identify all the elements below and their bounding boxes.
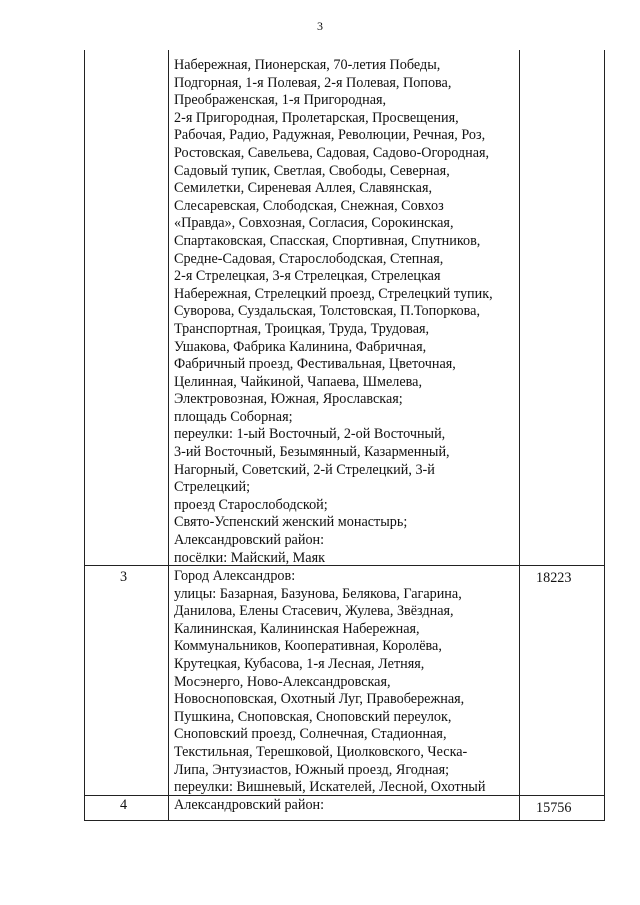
text-line: Преображенская, 1-я Пригородная,	[174, 92, 387, 109]
text-line: 3-ий Восточный, Безымянный, Казарменный,	[174, 444, 450, 461]
text-line: проезд Старослободской;	[174, 496, 328, 513]
table-column-divider-1	[168, 50, 169, 821]
text-line: Липа, Энтузиастов, Южный проезд, Ягодная;	[174, 761, 450, 778]
text-line: Александровский район:	[174, 797, 325, 813]
text-line: «Правда», Совхозная, Согласия, Сорокинская,	[174, 215, 454, 232]
text-line: Набережная, Стрелецкий проезд, Стрелецкий тупик,	[174, 285, 493, 302]
continued-row-streets	[174, 57, 514, 567]
text-line: переулки: 1-ый Восточный, 2-ой Восточный,	[174, 426, 446, 443]
text-line: Стрелецкий;	[174, 479, 251, 496]
table-column-divider-2	[519, 50, 520, 821]
row-3-voter-count: 18223	[536, 570, 572, 586]
text-line: переулки: Вишневый, Искателей, Лесной, Охотный	[174, 779, 486, 796]
text-line: Данилова, Елены Стасевич, Жулева, Звёздная,	[174, 603, 454, 620]
text-line: Электровозная, Южная, Ярославская;	[174, 391, 403, 408]
text-line: Подгорная, 1-я Полевая, 2-я Полевая, Попова,	[174, 74, 452, 91]
text-line: Садовый тупик, Светлая, Свободы, Северная,	[174, 162, 450, 179]
text-line: Крутецкая, Кубасова, 1-я Лесная, Летняя,	[174, 655, 425, 672]
text-line: Спартаковская, Спасская, Спортивная, Спутников,	[174, 232, 481, 249]
text-line: улицы: Базарная, Базунова, Белякова, Гагарина,	[174, 585, 462, 602]
table-bottom-border	[84, 820, 605, 821]
text-line: Текстильная, Терешковой, Циолковского, Ческа-	[174, 743, 468, 760]
text-line: Суворова, Суздальская, Толстовская, П.Топоркова,	[174, 303, 481, 320]
text-line: Средне-Садовая, Старослободская, Степная,	[174, 250, 444, 267]
text-line: площадь Соборная;	[174, 408, 293, 425]
row-4-number: 4	[120, 797, 128, 813]
text-line: Ростовская, Савельева, Садовая, Садово-Огородная,	[174, 144, 490, 161]
text-line: Фабричный проезд, Фестивальная, Цветочная,	[174, 356, 456, 373]
text-line: Слесаревская, Слободская, Снежная, Совхоз	[174, 197, 444, 214]
text-line: Пушкина, Сноповская, Сноповский переулок,	[174, 708, 452, 725]
row-4-voter-count: 15756	[536, 800, 572, 816]
text-line: Ушакова, Фабрика Калинина, Фабричная,	[174, 338, 427, 355]
text-line: Рабочая, Радио, Радужная, Революции, Речная, Роз,	[174, 127, 486, 144]
row-3-number: 3	[120, 569, 128, 585]
text-line: Свято-Успенский женский монастырь;	[174, 514, 408, 531]
text-line: посёлки: Майский, Маяк	[174, 549, 325, 566]
table-right-border	[604, 50, 605, 821]
text-line: Коммунальников, Кооперативная, Королёва,	[174, 638, 442, 655]
text-line: Нагорный, Советский, 2-й Стрелецкий, 3-й	[174, 461, 435, 478]
page-number: 3	[317, 19, 323, 33]
text-line: Транспортная, Троицкая, Труда, Трудовая,	[174, 320, 430, 337]
text-line: Сноповский проезд, Солнечная, Стадионная,	[174, 726, 447, 743]
text-line: Новосноповская, Охотный Луг, Правобережная,	[174, 691, 465, 708]
table-left-border	[84, 50, 85, 821]
text-line: 2-я Пригородная, Пролетарская, Просвещения,	[174, 109, 459, 126]
text-line: 2-я Стрелецкая, 3-я Стрелецкая, Стрелецкая	[174, 268, 441, 285]
text-line: Александровский район:	[174, 532, 325, 549]
text-line: Город Александров:	[174, 568, 296, 584]
text-line: Набережная, Пионерская, 70-летия Победы,	[174, 57, 441, 73]
text-line: Целинная, Чайкиной, Чапаева, Шмелева,	[174, 373, 423, 390]
row-4-streets	[174, 797, 514, 815]
text-line: Семилетки, Сиреневая Аллея, Славянская,	[174, 180, 433, 197]
text-line: Мосэнерго, Ново-Александровская,	[174, 673, 391, 690]
row-3-streets	[174, 568, 514, 797]
text-line: Калининская, Калининская Набережная,	[174, 620, 420, 637]
